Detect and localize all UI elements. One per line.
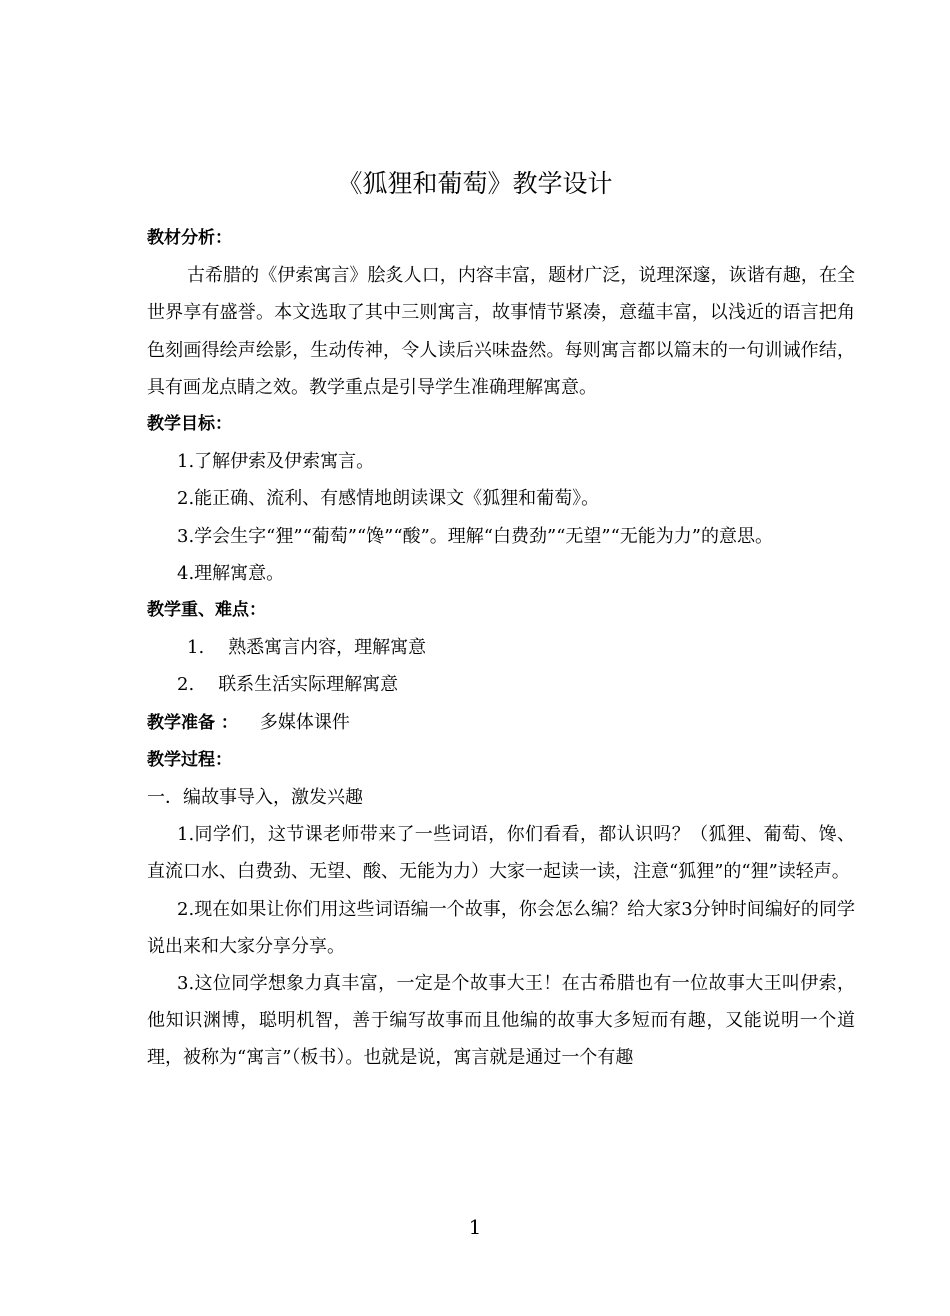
keypoint-text: 熟悉寓言内容，理解寓意 <box>228 637 427 659</box>
section-heading-goals: 教学目标： <box>147 414 232 435</box>
document-body <box>147 220 855 1077</box>
goal-item-1: 1.了解伊索及伊索寓言。 <box>177 451 375 473</box>
process-paragraph-1: 1.同学们，这节课老师带来了一些词语，你们看看，都认识吗？（狐狸、葡萄、馋、直流口水、白费劲、无望、酸、无能为力）大家一起读一读，注意“狐狸”的“狸”读轻声。 <box>147 824 855 883</box>
process-paragraph-2: 2.现在如果让你们用这些词语编一个故事，你会怎么编？给大家3分钟时间编好的同学说出来和大家分享分享。 <box>147 898 855 957</box>
section-heading-process: 教学过程： <box>147 749 232 770</box>
preparation-value: 多媒体课件 <box>259 711 350 733</box>
section-heading-analysis: 教材分析： <box>147 228 232 248</box>
keypoint-item-2 <box>147 666 855 703</box>
process-paragraph-3: 3.这位同学想象力真丰富，一定是个故事大王！在古希腊也有一位故事大王叫伊索，他知识渊博，聪明机智，善于编写故事而且他编的故事大多短而有趣，又能说明一个道理，被称为“寓言”（板书）。也就是说，寓言就是通过一个有趣 <box>147 973 855 1069</box>
section-heading-keypoints: 教学重、难点： <box>147 600 266 621</box>
process-step-title: 一．编故事导入，激发兴趣 <box>147 787 363 809</box>
analysis-paragraph: 古希腊的《伊索寓言》脍炙人口，内容丰富，题材广泛，说理深邃，诙谐有趣，在全世界享有盛誉。本文选取了其中三则寓言，故事情节紧凑，意蕴丰富，以浅近的语言把角色刻画得绘声绘影，生动传神，令人读后兴味盎然。每则寓言都以篇末的一句训诫作结，具有画龙点睛之效。教学重点是引导学生准确理解寓意。 <box>147 265 855 398</box>
keypoint-item-1 <box>147 629 855 666</box>
preparation-line <box>147 704 855 742</box>
keypoint-number: 2. <box>177 674 195 696</box>
keypoint-number: 1. <box>187 637 205 659</box>
keypoint-text: 联系生活实际理解寓意 <box>218 674 399 696</box>
goal-item-2: 2.能正确、流利、有感情地朗读课文《狐狸和葡萄》。 <box>177 488 600 510</box>
goal-item-3: 3.学会生字“狸”“葡萄”“馋”“酸”。理解“白费劲”“无望”“无能为力”的意思。 <box>177 525 774 547</box>
document-title: 《狐狸和葡萄》教学设计 <box>337 169 613 198</box>
goal-item-4: 4.理解寓意。 <box>177 562 285 584</box>
page-number: 1 <box>468 1215 482 1239</box>
section-heading-preparation: 教学准备 ： <box>147 712 238 733</box>
